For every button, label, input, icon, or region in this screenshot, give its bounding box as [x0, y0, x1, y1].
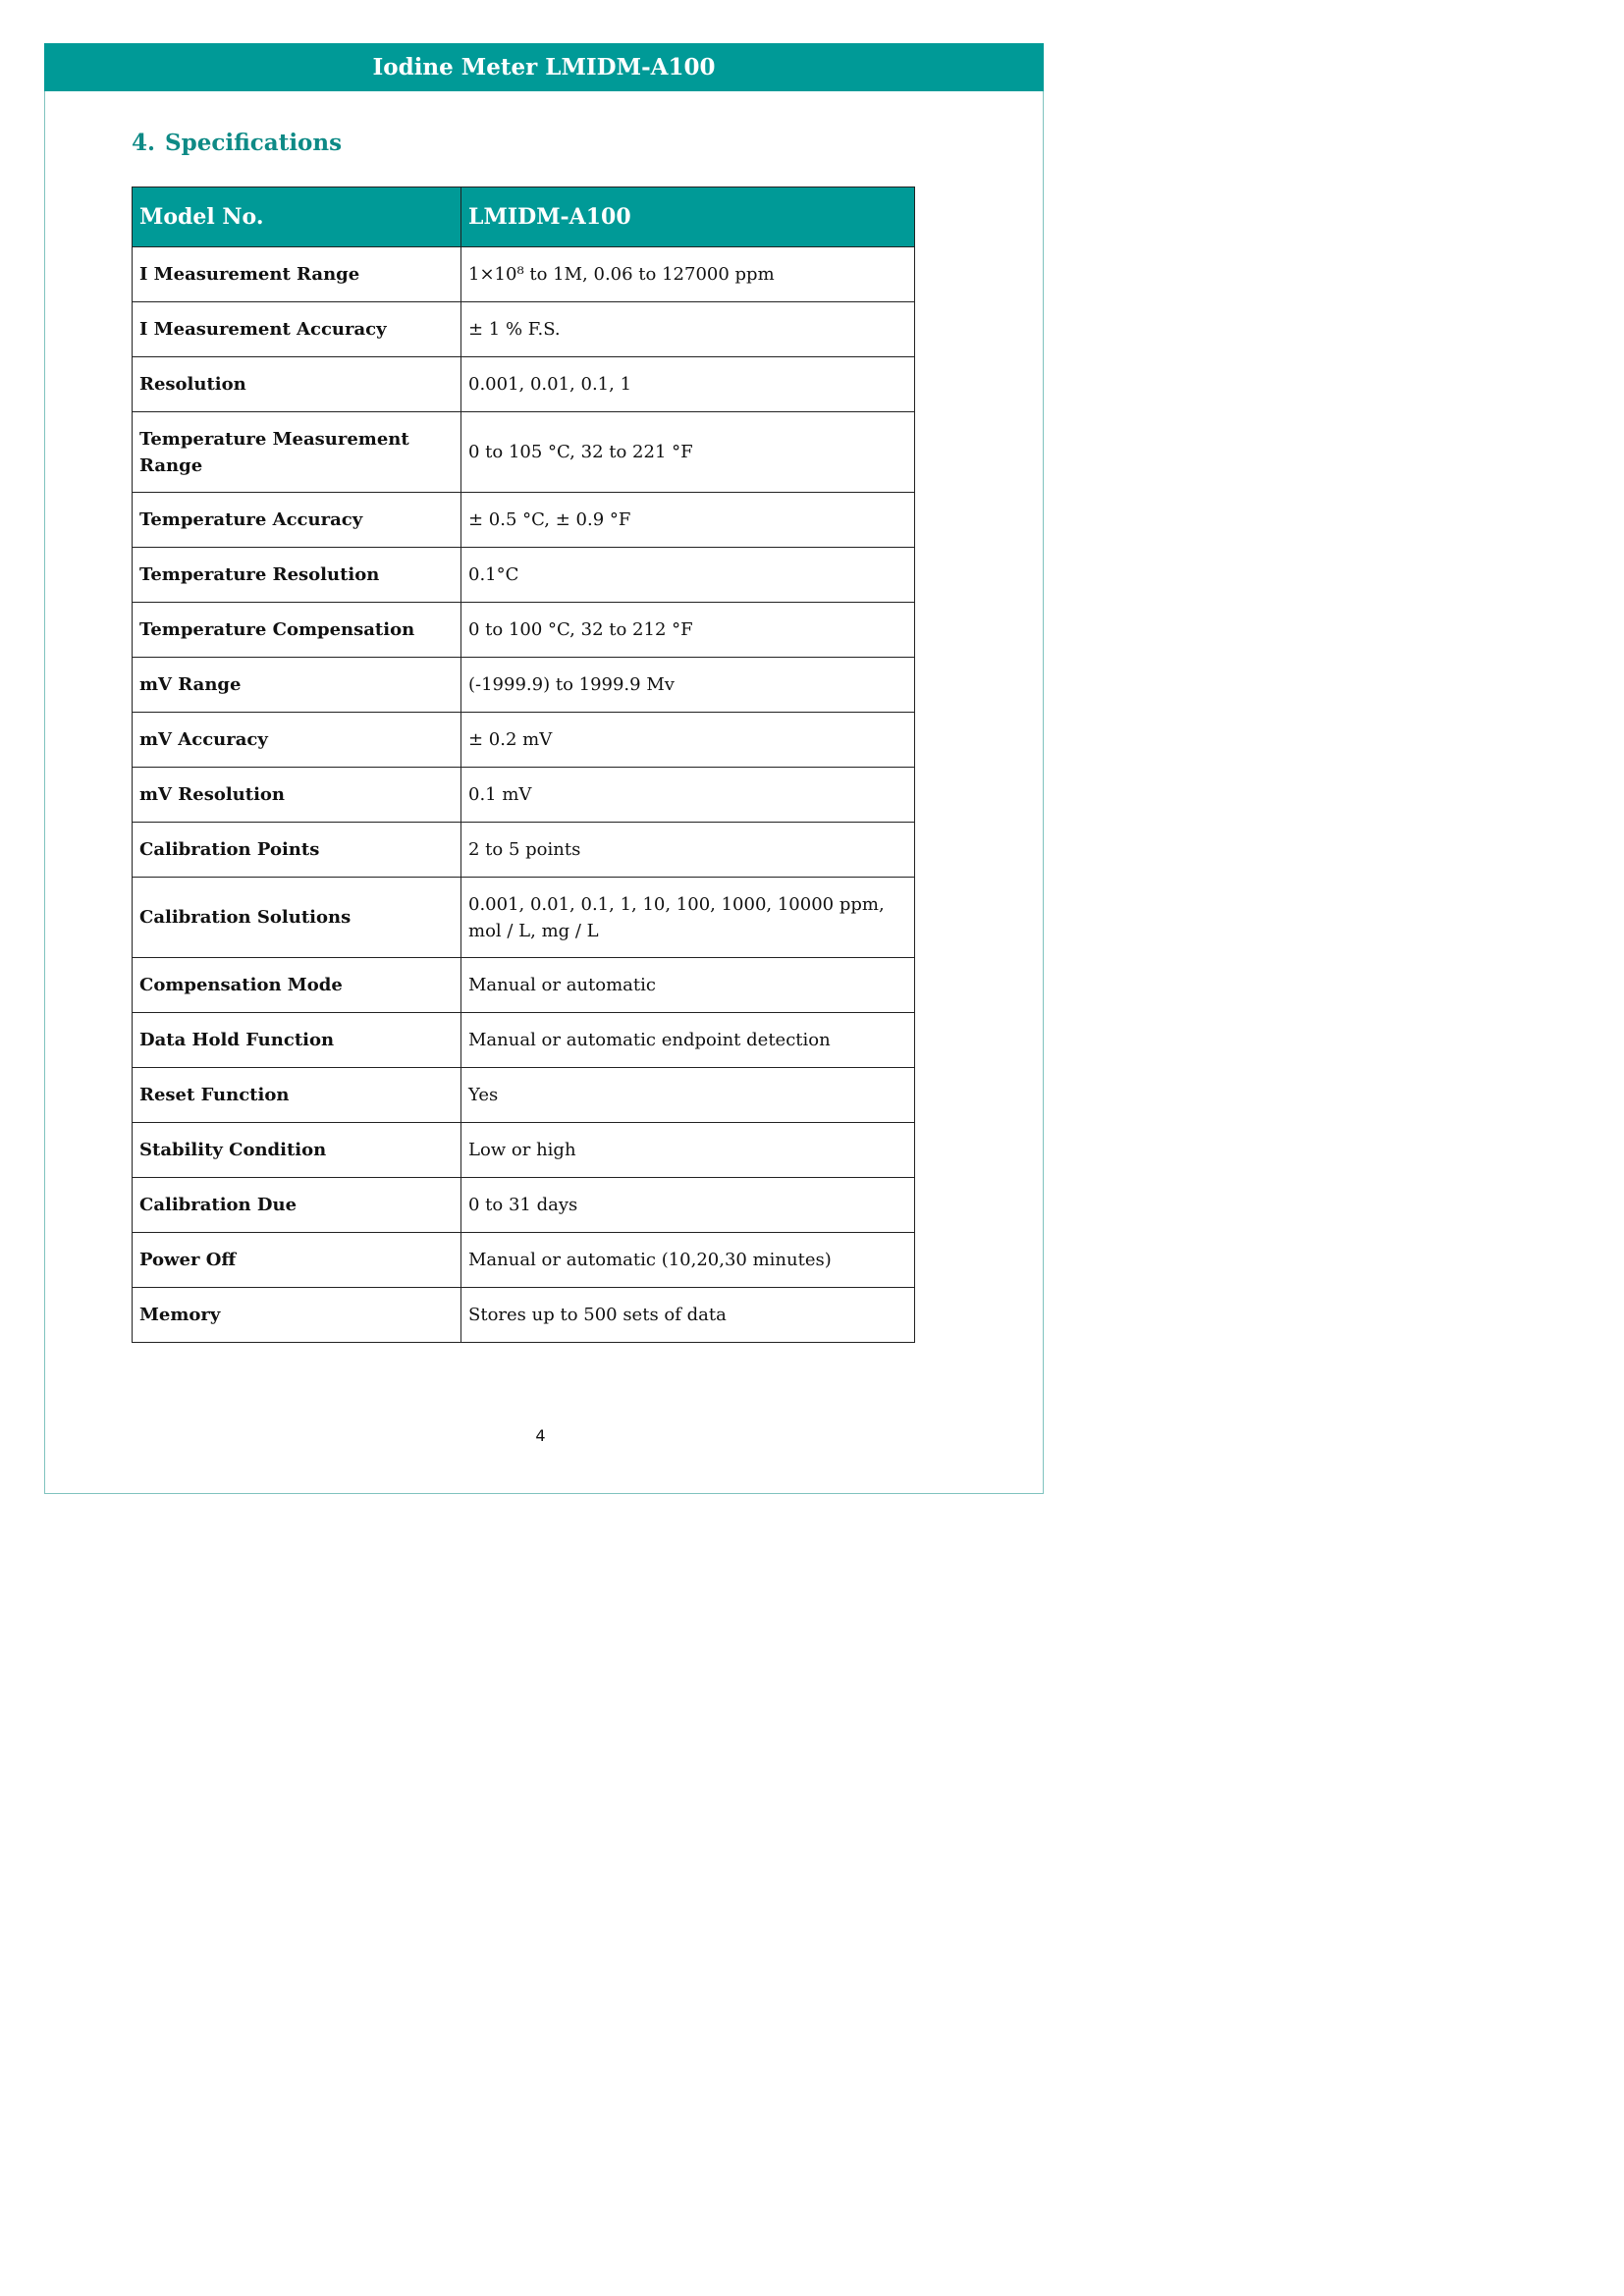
spec-value: 1×10⁸ to 1M, 0.06 to 127000 ppm [461, 247, 915, 302]
spec-label: Resolution [133, 357, 461, 412]
spec-label: I Measurement Range [133, 247, 461, 302]
spec-value: ± 0.2 mV [461, 713, 915, 768]
section-number: 4. [132, 130, 156, 156]
table-row [133, 658, 915, 713]
table-row [133, 548, 915, 603]
spec-value: 0.1°C [461, 548, 915, 603]
specifications-table [132, 187, 915, 1343]
spec-value: Manual or automatic [461, 958, 915, 1013]
table-row [133, 1233, 915, 1288]
spec-value: Manual or automatic endpoint detection [461, 1013, 915, 1068]
spec-label: Data Hold Function [133, 1013, 461, 1068]
table-row [133, 713, 915, 768]
page-number: 4 [535, 1426, 546, 1445]
spec-value: 0 to 31 days [461, 1178, 915, 1233]
spec-value: (-1999.9) to 1999.9 Mv [461, 658, 915, 713]
header-bar [44, 43, 1044, 91]
table-row [133, 1288, 915, 1343]
table-row [133, 247, 915, 302]
spec-label: Power Off [133, 1233, 461, 1288]
spec-value: 0.1 mV [461, 768, 915, 823]
spec-label: Memory [133, 1288, 461, 1343]
table-row [133, 493, 915, 548]
table-row [133, 823, 915, 878]
spec-label: Reset Function [133, 1068, 461, 1123]
spec-label: I Measurement Accuracy [133, 302, 461, 357]
section-title: Specifications [165, 130, 343, 156]
spec-label: Compensation Mode [133, 958, 461, 1013]
spec-value: Manual or automatic (10,20,30 minutes) [461, 1233, 915, 1288]
table-header-row [133, 187, 915, 247]
table-row [133, 1178, 915, 1233]
spec-label: mV Accuracy [133, 713, 461, 768]
table-row [133, 302, 915, 357]
table-row [133, 1123, 915, 1178]
spec-label: Calibration Points [133, 823, 461, 878]
spec-label: Temperature Measurement Range [133, 412, 461, 493]
column-header-model: Model No. [133, 187, 461, 247]
document-title: Iodine Meter LMIDM-A100 [372, 54, 716, 80]
table-row [133, 768, 915, 823]
section-heading [132, 130, 342, 156]
spec-value: 0.001, 0.01, 0.1, 1, 10, 100, 1000, 10000 ppm, mol / L, mg / L [461, 878, 915, 958]
table-row [133, 357, 915, 412]
spec-label: Temperature Compensation [133, 603, 461, 658]
spec-label: Calibration Due [133, 1178, 461, 1233]
spec-label: mV Resolution [133, 768, 461, 823]
spec-value: 2 to 5 points [461, 823, 915, 878]
spec-value: ± 0.5 °C, ± 0.9 °F [461, 493, 915, 548]
spec-value: 0 to 100 °C, 32 to 212 °F [461, 603, 915, 658]
table-row [133, 878, 915, 958]
spec-value: ± 1 % F.S. [461, 302, 915, 357]
spec-value: Stores up to 500 sets of data [461, 1288, 915, 1343]
spec-value: Yes [461, 1068, 915, 1123]
spec-value: Low or high [461, 1123, 915, 1178]
spec-label: Temperature Resolution [133, 548, 461, 603]
spec-label: Temperature Accuracy [133, 493, 461, 548]
table-row [133, 603, 915, 658]
spec-label: Calibration Solutions [133, 878, 461, 958]
table-row [133, 1068, 915, 1123]
table-row [133, 1013, 915, 1068]
table-row [133, 958, 915, 1013]
spec-label: mV Range [133, 658, 461, 713]
spec-value: 0 to 105 °C, 32 to 221 °F [461, 412, 915, 493]
table-row [133, 412, 915, 493]
spec-value: 0.001, 0.01, 0.1, 1 [461, 357, 915, 412]
spec-label: Stability Condition [133, 1123, 461, 1178]
column-header-model-value: LMIDM-A100 [461, 187, 915, 247]
